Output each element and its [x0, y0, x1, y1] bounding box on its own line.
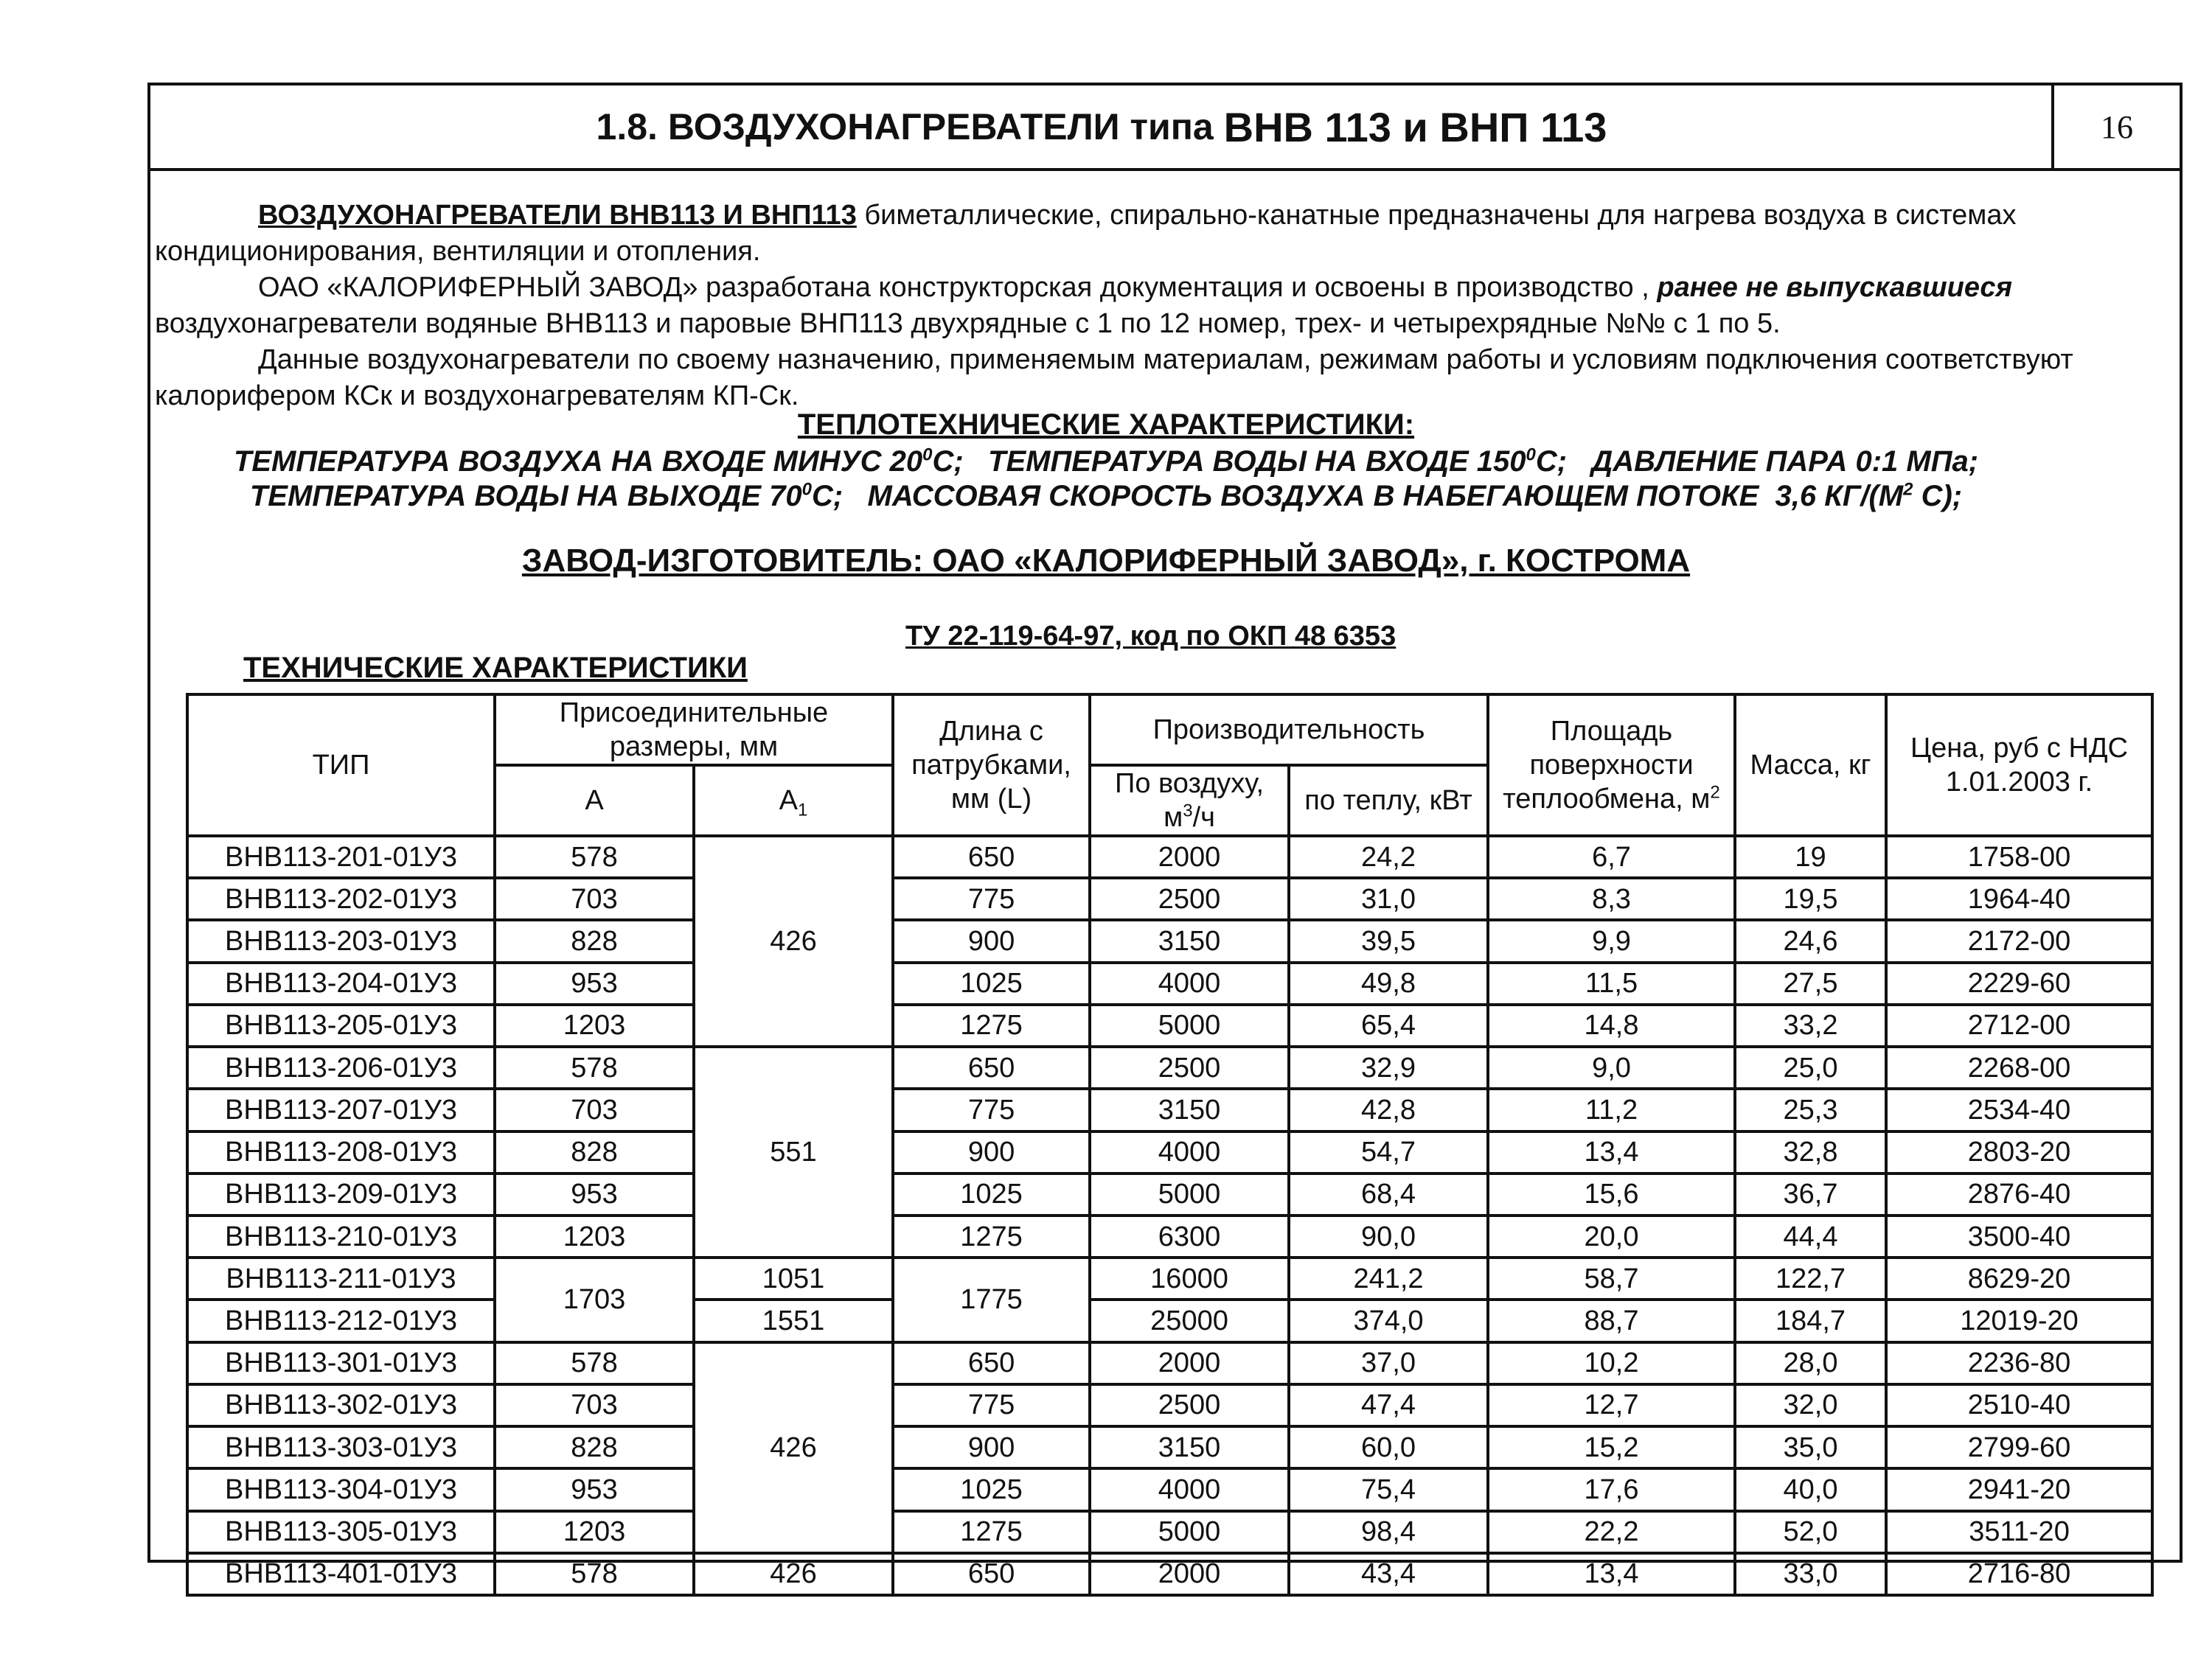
cell-area: 10,2 [1488, 1342, 1735, 1384]
cell-length: 650 [893, 836, 1090, 878]
cell-area: 13,4 [1488, 1553, 1735, 1595]
cell-airflow: 4000 [1090, 1468, 1289, 1510]
table-row [187, 1047, 2152, 1089]
cell-area: 11,2 [1488, 1089, 1735, 1131]
cell-type: ВНВ113-401-01У3 [187, 1553, 495, 1595]
cell-airflow: 2000 [1090, 836, 1289, 878]
cell-airflow: 5000 [1090, 1511, 1289, 1553]
cell-area: 20,0 [1488, 1216, 1735, 1258]
cell-price: 2510-40 [1886, 1384, 2152, 1426]
cell-heat: 31,0 [1289, 878, 1488, 920]
cell-price: 2941-20 [1886, 1468, 2152, 1510]
cell-airflow: 6300 [1090, 1216, 1289, 1258]
intro-paragraph-2 [155, 270, 2175, 342]
thermal-l1a: ТЕМПЕРАТУРА ВОЗДУХА НА ВХОДЕ МИНУС 20 [233, 445, 923, 478]
header-type: ТИП [187, 694, 495, 836]
cell-price: 2268-00 [1886, 1047, 2152, 1089]
cell-area: 6,7 [1488, 836, 1735, 878]
cell-length: 1025 [893, 963, 1090, 1005]
thermal-l1c: С; ДАВЛЕНИЕ ПАРА 0:1 МПа; [1535, 445, 1979, 478]
cell-airflow: 5000 [1090, 1005, 1289, 1047]
cell-area: 9,9 [1488, 920, 1735, 962]
cell-heat: 39,5 [1289, 920, 1488, 962]
thermal-l2c: С); [1913, 480, 1963, 512]
section-title-prefix: 1.8. ВОЗДУХОНАГРЕВАТЕЛИ типа [596, 106, 1214, 147]
cell-type: ВНВ113-205-01У3 [187, 1005, 495, 1047]
cell-price: 2803-20 [1886, 1131, 2152, 1173]
intro-text [155, 198, 2175, 414]
cell-heat: 60,0 [1289, 1426, 1488, 1468]
header-airflow-b: м [1164, 802, 1183, 833]
cell-length: 775 [893, 1384, 1090, 1426]
cell-mass: 122,7 [1735, 1258, 1886, 1300]
cell-area: 9,0 [1488, 1047, 1735, 1089]
table-row [187, 1131, 2152, 1173]
cell-length: 900 [893, 1131, 1090, 1173]
table-row [187, 1468, 2152, 1510]
cell-price: 2712-00 [1886, 1005, 2152, 1047]
cell-type: ВНВ113-302-01У3 [187, 1384, 495, 1426]
cell-length: 650 [893, 1553, 1090, 1595]
cell-mass: 32,0 [1735, 1384, 1886, 1426]
header-A1-text: А [779, 785, 798, 816]
cell-airflow: 3150 [1090, 1426, 1289, 1468]
table-row [187, 1258, 2152, 1300]
section-title-models: ВНВ 113 и ВНП 113 [1223, 103, 1607, 150]
cell-type: ВНВ113-210-01У3 [187, 1216, 495, 1258]
thermal-line-1 [0, 445, 2212, 478]
cube-sup: 3 [1183, 801, 1193, 821]
table-row [187, 1384, 2152, 1426]
cell-heat: 42,8 [1289, 1089, 1488, 1131]
cell-type: ВНВ113-303-01У3 [187, 1426, 495, 1468]
cell-type: ВНВ113-211-01У3 [187, 1258, 495, 1300]
cell-heat: 90,0 [1289, 1216, 1488, 1258]
table-row [187, 1005, 2152, 1047]
table-row [187, 920, 2152, 962]
cell-airflow: 3150 [1090, 1089, 1289, 1131]
cell-length: 1025 [893, 1173, 1090, 1216]
cell-type: ВНВ113-207-01У3 [187, 1089, 495, 1131]
cell-mass: 32,8 [1735, 1131, 1886, 1173]
cell-a: 828 [495, 1131, 694, 1173]
cell-mass: 52,0 [1735, 1511, 1886, 1553]
cell-type: ВНВ113-212-01У3 [187, 1300, 495, 1342]
cell-price: 3511-20 [1886, 1511, 2152, 1553]
cell-area: 13,4 [1488, 1131, 1735, 1173]
cell-type: ВНВ113-304-01У3 [187, 1468, 495, 1510]
cell-a1: 426 [694, 1342, 893, 1553]
header-area [1488, 694, 1735, 836]
cell-a: 828 [495, 1426, 694, 1468]
cell-airflow: 25000 [1090, 1300, 1289, 1342]
manufacturer-line: ЗАВОД-ИЗГОТОВИТЕЛЬ: ОАО «КАЛОРИФЕРНЫЙ ЗАВОД», г. КОСТРОМА [521, 543, 1691, 579]
cell-mass: 19 [1735, 836, 1886, 878]
cell-length: 650 [893, 1342, 1090, 1384]
cell-a: 578 [495, 1342, 694, 1384]
header-mass: Масса, кг [1735, 694, 1886, 836]
table-row [187, 1342, 2152, 1384]
header-airflow-a: По воздуху, [1115, 768, 1265, 799]
cell-mass: 33,0 [1735, 1553, 1886, 1595]
table-row [187, 1511, 2152, 1553]
cell-a: 1203 [495, 1005, 694, 1047]
header-price: Цена, руб с НДС 1.01.2003 г. [1886, 694, 2152, 836]
cell-area: 14,8 [1488, 1005, 1735, 1047]
cell-heat: 241,2 [1289, 1258, 1488, 1300]
cell-mass: 35,0 [1735, 1426, 1886, 1468]
cell-heat: 68,4 [1289, 1173, 1488, 1216]
thermal-characteristics-heading: ТЕПЛОТЕХНИЧЕСКИЕ ХАРАКТЕРИСТИКИ: [797, 408, 1415, 441]
cell-heat: 75,4 [1289, 1468, 1488, 1510]
cell-price: 2172-00 [1886, 920, 2152, 962]
cell-type: ВНВ113-204-01У3 [187, 963, 495, 1005]
cell-price: 1964-40 [1886, 878, 2152, 920]
cell-a: 578 [495, 836, 694, 878]
cell-mass: 184,7 [1735, 1300, 1886, 1342]
header-length: Длина с патрубками, мм (L) [893, 694, 1090, 836]
cell-heat: 47,4 [1289, 1384, 1488, 1426]
cell-length: 1275 [893, 1216, 1090, 1258]
cell-a: 703 [495, 1384, 694, 1426]
characteristics-table [186, 693, 2154, 1597]
cell-airflow: 2500 [1090, 1047, 1289, 1089]
cell-price: 2716-80 [1886, 1553, 2152, 1595]
header-A1 [694, 765, 893, 834]
cell-mass: 27,5 [1735, 963, 1886, 1005]
header-heat: по теплу, кВт [1289, 765, 1488, 836]
cell-type: ВНВ113-301-01У3 [187, 1342, 495, 1384]
header-area-text: Площадь поверхности теплообмена, м [1503, 716, 1711, 815]
square-sup: 2 [1710, 782, 1720, 803]
cell-mass: 28,0 [1735, 1342, 1886, 1384]
cell-length: 650 [893, 1047, 1090, 1089]
cell-mass: 19,5 [1735, 878, 1886, 920]
cell-length: 775 [893, 1089, 1090, 1131]
cell-price: 8629-20 [1886, 1258, 2152, 1300]
cell-length: 900 [893, 920, 1090, 962]
cell-a: 1203 [495, 1511, 694, 1553]
header-performance: Производительность [1090, 694, 1488, 765]
cell-area: 58,7 [1488, 1258, 1735, 1300]
cell-area: 11,5 [1488, 963, 1735, 1005]
cell-airflow: 16000 [1090, 1258, 1289, 1300]
cell-type: ВНВ113-206-01У3 [187, 1047, 495, 1089]
intro-paragraph-1 [155, 198, 2175, 270]
cell-area: 8,3 [1488, 878, 1735, 920]
cell-length: 775 [893, 878, 1090, 920]
cell-a: 953 [495, 963, 694, 1005]
cell-a: 1203 [495, 1216, 694, 1258]
cell-airflow: 4000 [1090, 963, 1289, 1005]
table-row [187, 1426, 2152, 1468]
degree-sup: 0 [1526, 444, 1536, 465]
cell-airflow: 3150 [1090, 920, 1289, 962]
cell-type: ВНВ113-208-01У3 [187, 1131, 495, 1173]
cell-a: 828 [495, 920, 694, 962]
header-connection-sizes: Присоединительные размеры, мм [495, 694, 893, 765]
table-row [187, 836, 2152, 878]
cell-price: 2534-40 [1886, 1089, 2152, 1131]
thermal-l2a: ТЕМПЕРАТУРА ВОДЫ НА ВЫХОДЕ 70 [249, 480, 802, 512]
thermal-l1b: С; ТЕМПЕРАТУРА ВОДЫ НА ВХОДЕ 150 [932, 445, 1526, 478]
cell-mass: 44,4 [1735, 1216, 1886, 1258]
cell-length: 1275 [893, 1511, 1090, 1553]
cell-length: 1025 [893, 1468, 1090, 1510]
header-airflow [1090, 765, 1289, 836]
cell-a1: 1551 [694, 1300, 893, 1342]
cell-length: 900 [893, 1426, 1090, 1468]
cell-a1: 426 [694, 836, 893, 1047]
cell-mass: 25,3 [1735, 1089, 1886, 1131]
cell-price: 2799-60 [1886, 1426, 2152, 1468]
tu-code: ТУ 22-119-64-97, код по ОКП 48 6353 [905, 621, 1397, 652]
cell-type: ВНВ113-305-01У3 [187, 1511, 495, 1553]
cell-heat: 65,4 [1289, 1005, 1488, 1047]
cell-a: 703 [495, 1089, 694, 1131]
header-A: А [495, 765, 694, 834]
intro-p1-rest: биметаллические, спирально-канатные предназначены для нагрева воздуха в системах кондиционирования, вентиляции и отопления. [155, 200, 2017, 267]
cell-price: 2876-40 [1886, 1173, 2152, 1216]
cell-heat: 374,0 [1289, 1300, 1488, 1342]
degree-sup: 0 [801, 479, 812, 500]
cell-airflow: 2500 [1090, 878, 1289, 920]
cell-area: 17,6 [1488, 1468, 1735, 1510]
cell-a1: 426 [694, 1553, 893, 1595]
cell-heat: 43,4 [1289, 1553, 1488, 1595]
header-A1-sub: 1 [798, 800, 808, 820]
table-row [187, 1089, 2152, 1131]
cell-a: 953 [495, 1468, 694, 1510]
cell-area: 88,7 [1488, 1300, 1735, 1342]
cell-heat: 32,9 [1289, 1047, 1488, 1089]
thermal-l2b: С; МАССОВАЯ СКОРОСТЬ ВОЗДУХА В НАБЕГАЮЩЕМ ПОТОКЕ 3,6 КГ/(М [811, 480, 1904, 512]
cell-price: 2236-80 [1886, 1342, 2152, 1384]
cell-heat: 49,8 [1289, 963, 1488, 1005]
table-row [187, 1216, 2152, 1258]
header-airflow-c: /ч [1192, 802, 1215, 833]
cell-mass: 25,0 [1735, 1047, 1886, 1089]
page-header [147, 83, 2183, 171]
cell-length: 1775 [893, 1258, 1090, 1342]
cell-a1: 551 [694, 1047, 893, 1258]
intro-lead: ВОЗДУХОНАГРЕВАТЕЛИ ВНВ113 И ВНП113 [258, 200, 857, 231]
tech-characteristics-heading: ТЕХНИЧЕСКИЕ ХАРАКТЕРИСТИКИ [243, 652, 748, 684]
cell-price: 2229-60 [1886, 963, 2152, 1005]
cell-type: ВНВ113-203-01У3 [187, 920, 495, 962]
section-title [150, 86, 2053, 168]
intro-p2-start: ОАО «КАЛОРИФЕРНЫЙ ЗАВОД» разработана конструкторская документация и освоены в производство , [258, 272, 1658, 303]
cell-type: ВНВ113-202-01У3 [187, 878, 495, 920]
table-row [187, 1173, 2152, 1216]
cell-type: ВНВ113-209-01У3 [187, 1173, 495, 1216]
cell-a: 578 [495, 1553, 694, 1595]
cell-heat: 24,2 [1289, 836, 1488, 878]
cell-area: 15,2 [1488, 1426, 1735, 1468]
cell-mass: 33,2 [1735, 1005, 1886, 1047]
cell-price: 12019-20 [1886, 1300, 2152, 1342]
cell-a: 578 [495, 1047, 694, 1089]
cell-area: 22,2 [1488, 1511, 1735, 1553]
intro-p2-end: воздухонагреватели водяные ВНВ113 и паровые ВНП113 двухрядные с 1 по 12 номер, трех- и четырехрядные №№ с 1 по 5. [155, 308, 1781, 339]
cell-airflow: 2000 [1090, 1342, 1289, 1384]
table-row [187, 1300, 2152, 1342]
cell-area: 12,7 [1488, 1384, 1735, 1426]
cell-heat: 37,0 [1289, 1342, 1488, 1384]
square-sup: 2 [1903, 479, 1913, 500]
cell-area: 15,6 [1488, 1173, 1735, 1216]
cell-heat: 54,7 [1289, 1131, 1488, 1173]
intro-emphasis: ранее не выпускавшиеся [1657, 272, 2012, 303]
cell-length: 1275 [893, 1005, 1090, 1047]
cell-a: 703 [495, 878, 694, 920]
degree-sup: 0 [922, 444, 933, 465]
cell-airflow: 2000 [1090, 1553, 1289, 1595]
cell-a1: 1051 [694, 1258, 893, 1300]
cell-price: 3500-40 [1886, 1216, 2152, 1258]
cell-heat: 98,4 [1289, 1511, 1488, 1553]
cell-mass: 24,6 [1735, 920, 1886, 962]
cell-type: ВНВ113-201-01У3 [187, 836, 495, 878]
cell-mass: 36,7 [1735, 1173, 1886, 1216]
cell-airflow: 2500 [1090, 1384, 1289, 1426]
cell-a: 953 [495, 1173, 694, 1216]
cell-airflow: 5000 [1090, 1173, 1289, 1216]
page-number: 16 [2051, 86, 2180, 168]
cell-price: 1758-00 [1886, 836, 2152, 878]
thermal-line-2 [0, 480, 2212, 513]
table-row [187, 1553, 2152, 1595]
intro-paragraph-3: Данные воздухонагреватели по своему назначению, применяемым материалам, режимам работы и условиям подключения соответствуют калорифером КСк и воздухонагревателям КП-Ск. [155, 344, 2073, 411]
cell-mass: 40,0 [1735, 1468, 1886, 1510]
table-row [187, 963, 2152, 1005]
cell-airflow: 4000 [1090, 1131, 1289, 1173]
table-row [187, 878, 2152, 920]
cell-a: 1703 [495, 1258, 694, 1342]
